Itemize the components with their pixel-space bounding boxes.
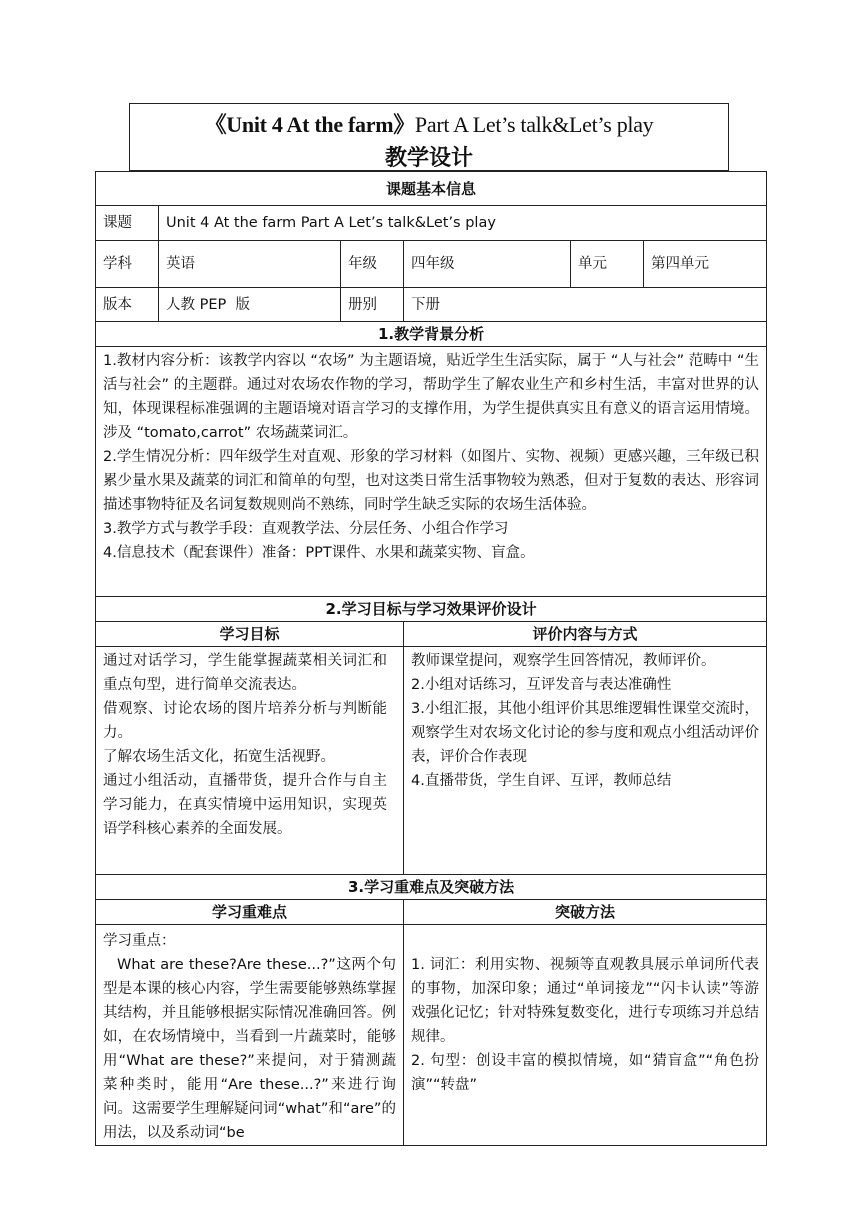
title-part: Part A Let’s talk&Let’s play <box>414 112 654 137</box>
teaching-methods: 3.教学方式与教学手段：直观教学法、分层任务、小组合作学习 <box>103 521 509 537</box>
key-points-left-cell <box>96 925 404 1146</box>
key-point-title: 学习重点： <box>103 933 176 949</box>
subject-value: 英语 <box>159 241 341 288</box>
subject-label: 学科 <box>96 241 159 288</box>
it-preparation: 4.信息技术（配套课件）准备：PPT课件、水果和蔬菜实物、盲盒。 <box>103 545 535 561</box>
unit-label: 单元 <box>571 241 644 288</box>
topic-label: 课题 <box>96 206 159 241</box>
background-header: 1.教学背景分析 <box>96 322 767 347</box>
goal-item: 了解农场生活文化，拓宽生活视野。 <box>103 749 335 765</box>
key-point-text: What are these?Are these...?”这两个句型是本课的核心内容，学生需要能够熟练掌握其结构，并且能够根据实际情况准确回答。例如，在农场情境中，当看到一片蔬菜时，能够用“What are these?”来提问，对于猜测蔬菜种类时，能用“Are these...?”来进行询问。这需要学生理解疑问词“what”和“are”的用法，以及系动词“be <box>103 957 396 1141</box>
student-analysis: 2.学生情况分析：四年级学生对直观、形象的学习材料（如图片、实物、视频）更感兴趣，三年级已积累少量水果及蔬菜的词汇和简单的句型，也对这类日常生活事物较为熟悉，但对于复数的表达、形容词描述事物特征及名词复数规则尚不熟练，同时学生缺乏实际的农场生活体验。 <box>103 449 760 513</box>
title-unit: 《Unit 4 At the farm》 <box>204 112 415 137</box>
goal-item: 通过小组活动，直播带货，提升合作与自主学习能力，在真实情境中运用知识，实现英语学科核心素养的全面发展。 <box>103 773 387 837</box>
evaluations-cell <box>404 647 767 875</box>
key-points-col1-header: 学习重难点 <box>96 900 404 925</box>
key-points-col-header-row <box>96 900 767 925</box>
objectives-body-row <box>96 647 767 875</box>
edition-value: 人教 PEP 版 <box>159 288 341 322</box>
objectives-col2-header: 评价内容与方式 <box>404 622 767 647</box>
edition-label: 版本 <box>96 288 159 322</box>
material-analysis: 1.教材内容分析：该教学内容以 “农场” 为主题语境，贴近学生生活实际，属于 “人与社会” 范畴中 “生活与社会” 的主题群。通过对农场农作物的学习，帮助学生了解农业生产和乡村生活，丰富对世界的认知，体现课程标准强调的主题语境对语言学习的支撑作用，为学生提供真实且有意义的语言运用情境。涉及 “tomato,carrot” 农场蔬菜词汇。 <box>103 353 760 441</box>
volume-value: 下册 <box>404 288 767 322</box>
grade-label: 年级 <box>341 241 404 288</box>
subject-row <box>96 241 767 288</box>
goals-cell <box>96 647 404 875</box>
goal-item: 借观察、讨论农场的图片培养分析与判断能力。 <box>103 701 387 741</box>
document-title <box>129 103 729 171</box>
edition-row <box>96 288 767 322</box>
key-points-header: 3.学习重难点及突破方法 <box>96 875 767 900</box>
grade-value: 四年级 <box>404 241 571 288</box>
volume-label: 册别 <box>341 288 404 322</box>
evaluation-item: 教师课堂提问，观察学生回答情况，教师评价。 <box>411 653 716 669</box>
key-points-right-cell <box>404 925 767 1146</box>
lesson-plan-table <box>95 171 767 1146</box>
evaluation-item: 2.小组对话练习，互评发音与表达准确性 <box>411 677 672 693</box>
title-line-2: 教学设计 <box>384 146 473 171</box>
background-body <box>96 347 767 597</box>
evaluation-item: 3.小组汇报，其他小组评价其思维逻辑性课堂交流时，观察学生对农场文化讨论的参与度和观点小组活动评价表，评价合作表现 <box>411 701 760 765</box>
topic-row <box>96 206 767 241</box>
unit-value: 第四单元 <box>644 241 767 288</box>
objectives-col1-header: 学习目标 <box>96 622 404 647</box>
key-points-header-row <box>96 875 767 900</box>
goal-item: 通过对话学习，学生能掌握蔬菜相关词汇和重点句型，进行简单交流表达。 <box>103 653 387 693</box>
title-line-1 <box>130 108 728 139</box>
evaluation-item: 4.直播带货，学生自评、互评，教师总结 <box>411 773 672 789</box>
objectives-col-header-row <box>96 622 767 647</box>
key-points-body-row <box>96 925 767 1146</box>
topic-value: Unit 4 At the farm Part A Let’s talk&Let’s play <box>159 206 767 241</box>
background-header-row <box>96 322 767 347</box>
objectives-header-row <box>96 597 767 622</box>
basic-info-header: 课题基本信息 <box>96 172 767 206</box>
method-vocabulary: 1. 词汇：利用实物、视频等直观教具展示单词所代表的事物，加深印象；通过“单词接龙”“闪卡认读”等游戏强化记忆；针对特殊复数变化，进行专项练习并总结规律。 <box>411 957 760 1045</box>
basic-info-header-row <box>96 172 767 206</box>
background-body-row <box>96 347 767 597</box>
key-points-col2-header: 突破方法 <box>404 900 767 925</box>
method-sentences: 2. 句型：创设丰富的模拟情境，如“猜盲盒”“角色扮演”“转盘” <box>411 1053 760 1093</box>
objectives-header: 2.学习目标与学习效果评价设计 <box>96 597 767 622</box>
